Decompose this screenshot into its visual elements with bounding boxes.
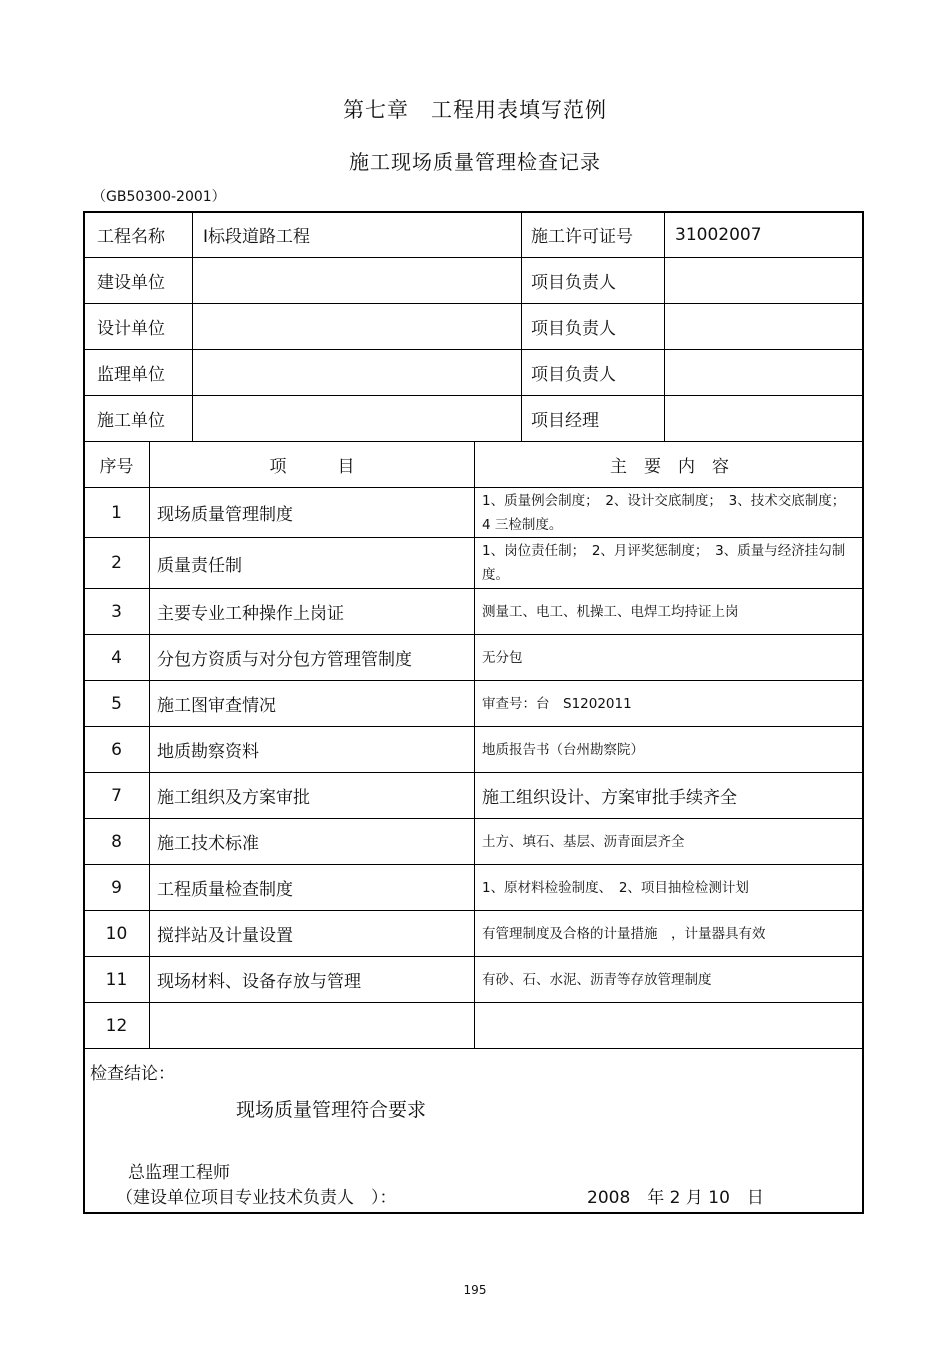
row-number: 11 bbox=[105, 969, 128, 990]
row-content: 1、原材料检验制度、 2、项目抽检检测计划 bbox=[482, 879, 749, 896]
row-content bbox=[482, 1003, 852, 1048]
project-name-value: Ⅰ标段道路工程 bbox=[203, 227, 311, 247]
signer-alt-title: （建设单位项目专业技术负责人 ）： bbox=[116, 1187, 397, 1208]
row-number: 5 bbox=[111, 693, 122, 714]
row-content: 审查号：台 S1202011 bbox=[482, 695, 632, 712]
row-divider bbox=[84, 395, 864, 396]
col-divider bbox=[664, 212, 665, 442]
row-divider bbox=[84, 257, 864, 258]
content-header: 主 要 内 容 bbox=[610, 457, 729, 477]
row-number: 8 bbox=[111, 831, 122, 852]
signer-title: 总监理工程师 bbox=[128, 1162, 230, 1183]
owner-manager-label: 项目负责人 bbox=[531, 273, 616, 293]
row-number: 3 bbox=[111, 601, 122, 622]
standard-code: （GB50300-2001） bbox=[92, 189, 226, 205]
item-header: 项 目 bbox=[269, 457, 355, 477]
seq-header: 序号 bbox=[99, 457, 134, 477]
row-content: 土方、填石、基层、沥青面层齐全 bbox=[482, 833, 685, 850]
row-content: 有砂、石、水泥、沥青等存放管理制度 bbox=[482, 971, 712, 988]
row-item: 地质勘察资料 bbox=[157, 742, 259, 762]
design-manager-label: 项目负责人 bbox=[531, 319, 616, 339]
supervision-unit-label: 监理单位 bbox=[97, 365, 165, 385]
row-number: 1 bbox=[111, 502, 122, 523]
owner-unit-label: 建设单位 bbox=[97, 273, 165, 293]
row-item: 施工图审查情况 bbox=[157, 696, 276, 716]
page-number: 195 bbox=[463, 1283, 487, 1297]
row-item: 搅拌站及计量设置 bbox=[157, 926, 293, 946]
project-name-label: 工程名称 bbox=[97, 227, 165, 247]
supervision-manager-label: 项目负责人 bbox=[531, 365, 616, 385]
conclusion-label: 检查结论： bbox=[90, 1063, 175, 1084]
row-item: 现场质量管理制度 bbox=[157, 505, 293, 525]
row-number: 2 bbox=[111, 553, 122, 573]
row-number: 6 bbox=[111, 739, 122, 760]
col-divider bbox=[474, 441, 475, 1049]
row-item: 施工技术标准 bbox=[157, 834, 259, 854]
row-content: 施工组织设计、方案审批手续齐全 bbox=[482, 788, 737, 808]
row-content: 有管理制度及合格的计量措施 ，计量器具有效 bbox=[482, 925, 766, 942]
row-number: 9 bbox=[111, 877, 122, 898]
conclusion-text: 现场质量管理符合要求 bbox=[236, 1098, 427, 1121]
row-divider bbox=[84, 303, 864, 304]
row-content: 1、质量例会制度； 2、设计交底制度； 3、技术交底制度； 4 三检制度。 bbox=[482, 492, 853, 533]
chapter-title: 第七章 工程用表填写范例 bbox=[343, 98, 607, 122]
form-title: 施工现场质量管理检查记录 bbox=[349, 150, 601, 174]
project-manager-label: 项目经理 bbox=[531, 411, 599, 431]
permit-number-value: 31002007 bbox=[675, 224, 762, 245]
sign-date: 2008 年 2 月 10 日 bbox=[587, 1187, 764, 1208]
row-content: 无分包 bbox=[482, 649, 523, 666]
design-unit-label: 设计单位 bbox=[97, 319, 165, 339]
row-item: 施工组织及方案审批 bbox=[157, 788, 310, 808]
row-number: 4 bbox=[111, 647, 122, 668]
col-divider bbox=[149, 441, 150, 1049]
row-item: 现场材料、设备存放与管理 bbox=[157, 972, 361, 992]
row-item: 工程质量检查制度 bbox=[157, 880, 293, 900]
permit-number-label: 施工许可证号 bbox=[531, 227, 633, 247]
row-item: 主要专业工种操作上岗证 bbox=[157, 604, 344, 624]
construction-unit-label: 施工单位 bbox=[97, 411, 165, 431]
row-content: 1、岗位责任制； 2、月评奖惩制度； 3、质量与经济挂勾制度。 bbox=[482, 543, 846, 583]
col-divider bbox=[521, 212, 522, 442]
col-divider bbox=[192, 212, 193, 442]
row-divider bbox=[84, 349, 864, 350]
row-item: 质量责任制 bbox=[157, 555, 242, 576]
row-number: 12 bbox=[105, 1015, 128, 1036]
row-number: 10 bbox=[105, 923, 128, 944]
row-content: 测量工、电工、机操工、电焊工均持证上岗 bbox=[482, 603, 739, 620]
row-content: 地质报告书（台州勘察院） bbox=[482, 741, 644, 758]
row-number: 7 bbox=[111, 785, 122, 806]
row-item: 分包方资质与对分包方管理管制度 bbox=[157, 650, 412, 670]
